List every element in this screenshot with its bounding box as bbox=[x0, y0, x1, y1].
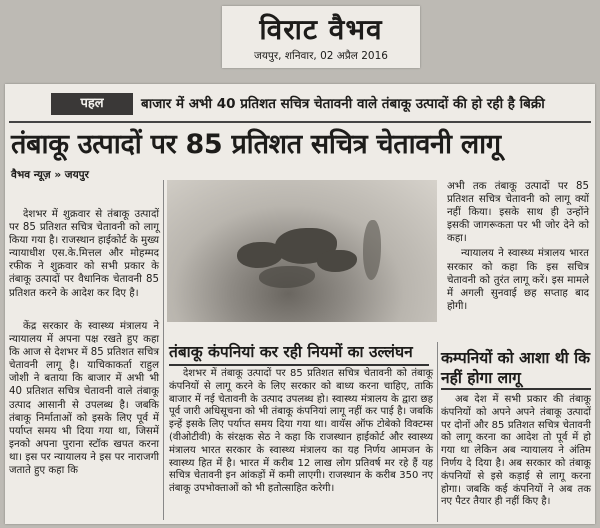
paragraph: न्यायालय ने स्वास्थ्य मंत्रालय भारत सरकार को कहा कि इस सचित्र चेतावनी को तुरंत लागू करें। इस मामले में अगली सुनवाई छह सप्ताह बाद होगी। bbox=[447, 248, 589, 312]
subheading-companies: कम्पनियों को आशा थी कि नहीं होगा लागू bbox=[441, 348, 591, 390]
column-divider bbox=[437, 342, 438, 522]
byline: वैभव न्यूज़ » जयपुर bbox=[11, 169, 89, 181]
paragraph: अब देश में सभी प्रकार की तंबाकू कंपनियों को अपने अपने तंबाकू उत्पादों पर दोनों और 85 प्रतिशत सचित्र चेतावनी को लागू करना का आदेश तो पूर्व में हो गया था लेकिन अब न्यायालय ने अंतिम निर्णय दे दिया है। अब सरकार को तंबाकू कंपनियों से इसे कड़ाई से लागू करना होगा। जबकि कई कंपनियों ने अब तक नए पैटर तैयार ही नहीं किए है। bbox=[441, 394, 591, 508]
article-clipping bbox=[5, 84, 595, 524]
column-middle bbox=[169, 368, 433, 498]
dateline: जयपुर, शनिवार, 02 अप्रैल 2016 bbox=[254, 50, 388, 62]
headline: तंबाकू उत्पादों पर 85 प्रतिशत सचित्र चेतावनी लागू bbox=[11, 129, 501, 160]
column-right-lower bbox=[441, 394, 591, 511]
tobacco-photo bbox=[167, 180, 437, 322]
column-divider bbox=[163, 180, 164, 520]
column-left-continued bbox=[9, 320, 159, 479]
column-left bbox=[9, 208, 159, 302]
column-right bbox=[447, 180, 589, 315]
strap-line bbox=[5, 92, 595, 116]
newspaper-title: विराट वैभव bbox=[259, 13, 383, 46]
newspaper-masthead bbox=[222, 6, 420, 68]
paragraph: केंद्र सरकार के स्वास्थ्य मंत्रालय ने न्यायालय में अपना पक्ष रखते हुए कहा कि आज से देशभर में 85 प्रतिशत सचित्र चेतावनी लागू है। याचिकाकर्ता राहुल जोशी ने बताया कि बाजार में अभी भी 40 प्रतिशत सचित्र चेतावनी वाले तंबाकू उत्पाद आसानी से उपलब्ध है। जबकि तंबाकू निर्माताओं को इसके लिए पूर्व में पर्याप्त समय भी दिया गया था, जिसमें इनको अपना पुराना स्टॉक खपत करना था। इस पर न्यायालय ने इस पर नाराजगी जताते हुए कहा कि bbox=[9, 321, 159, 477]
strap-text: बाजार में अभी 40 प्रतिशत सचित्र चेतावनी वाले तंबाकू उत्पादों की हो रही है बिक्री bbox=[141, 96, 545, 112]
paragraph: देशभर में तंबाकू उत्पादों पर 85 प्रतिशत सचित्र चेतावनी को तंबाकू कंपनियों से लागू करने के लिए सरकार को बाध्य करना चाहिए, ताकि बाजार में नई चेतावनी के उत्पाद उपलब्ध हो। स्वास्थ्य मंत्रालय के द्वारा छह पूर्व जारी अधिसूचना को भी तंबाकू कंपनियां लागू नहीं कर पाई है। जबकि इन्हें इसके लिए पर्याप्त समय दिया गया था। वायॅस ऑफ टोबेको विक्टम्स (वीओटीवी) के संरक्षक सेठ ने कहा कि राजस्थान हाईकोर्ट और स्वास्थ्य मंत्रालय भारत सरकार के स्वास्थ्य मंत्रालय का यह निर्णय आमजन के स्वास्थ्य हित में है। भारत में करीब 12 लाख लोग प्रतिवर्ष मर रहे हैं यह सचित्र चेतावनी इन आंकड़ों में कमी लाएगी। राजस्थान के करीब 350 नए तंबाकू उपभोक्ताओं को भी हतोत्साहित करेगी। bbox=[169, 368, 433, 495]
section-tag: पहल bbox=[51, 93, 133, 115]
paragraph: अभी तक तंबाकू उत्पादों पर 85 प्रतिशत सचित्र चेतावनी को लागू क्यों नहीं किया। इसके साथ ही उन्होंने इसकी जागरूकता पर भी जोर देने को कहा। bbox=[447, 181, 589, 245]
headline-rule bbox=[9, 121, 591, 123]
paragraph: देशभर में शुक्रवार से तंबाकू उत्पादों पर 85 प्रतिशत सचित्र चेतावनी को लागू किया गया है। राजस्थान हाईकोर्ट के मुख्य न्यायाधीश एस.के.मित्तल और मोहम्मद रफीक ने शुक्रवार को सभी प्रकार के तंबाकू उत्पादों पर वैधानिक चेतावनी 85 प्रतिशत करने के आदेश कर दिए है। bbox=[9, 209, 159, 299]
subheading-violation: तंबाकू कंपनियां कर रही नियमों का उल्लंघन bbox=[169, 342, 429, 366]
